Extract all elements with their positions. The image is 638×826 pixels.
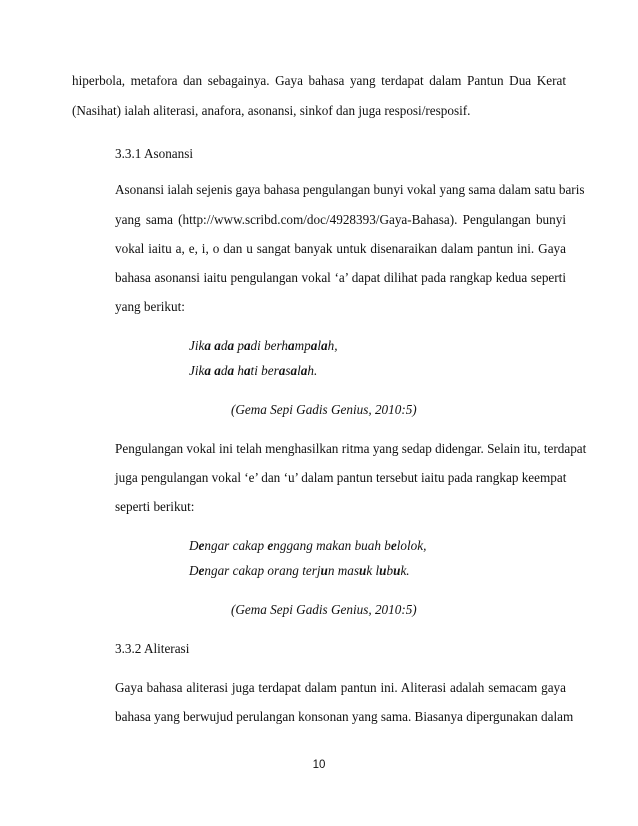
pantun-verse-line: Jika ada padi berhampalah, (189, 338, 338, 353)
page-number: 10 (312, 759, 326, 771)
body-text-line: Asonansi ialah sejenis gaya bahasa pengulangan bunyi vokal yang sama dalam satu baris (115, 182, 585, 197)
body-text-line: seperti berikut: (115, 499, 195, 514)
body-text-line: yang sama (http://www.scribd.com/doc/4928393/Gaya-Bahasa). Pengulangan bunyi (115, 212, 566, 227)
body-text-line: bahasa asonansi iaitu pengulangan vokal ‘a’ dapat dilihat pada rangkap kedua seperti (115, 270, 566, 285)
body-text-line: vokal iaitu a, e, i, o dan u sangat banyak untuk disenaraikan dalam pantun ini. Gaya (115, 241, 566, 256)
body-text-line: bahasa yang berwujud perulangan konsonan yang sama. Biasanya dipergunakan dalam (115, 709, 574, 724)
body-text-line: hiperbola, metafora dan sebagainya. Gaya bahasa yang terdapat dalam Pantun Dua Kerat (72, 73, 566, 88)
pantun-verse-line: Dengar cakap orang terjun masuk lubuk. (189, 563, 410, 578)
body-text-line: Pengulangan vokal ini telah menghasilkan ritma yang sedap didengar. Selain itu, terdapat (115, 441, 587, 456)
body-text-line: (Nasihat) ialah aliterasi, anafora, asonansi, sinkof dan juga resposi/resposif. (72, 103, 471, 118)
citation: (Gema Sepi Gadis Genius, 2010:5) (231, 602, 417, 617)
body-text-line: Gaya bahasa aliterasi juga terdapat dalam pantun ini. Aliterasi adalah semacam gaya (115, 680, 566, 695)
body-text-line: juga pengulangan vokal ‘e’ dan ‘u’ dalam pantun tersebut iaitu pada rangkap keempat (115, 470, 567, 485)
pantun-verse-line: Dengar cakap enggang makan buah belolok, (189, 538, 427, 553)
section-heading-aliterasi: 3.3.2 Aliterasi (115, 641, 190, 656)
pantun-verse-line: Jika ada hati berasalah. (189, 363, 318, 378)
section-heading-asonansi: 3.3.1 Asonansi (115, 146, 194, 161)
body-text-line: yang berikut: (115, 299, 185, 314)
citation: (Gema Sepi Gadis Genius, 2010:5) (231, 402, 417, 417)
